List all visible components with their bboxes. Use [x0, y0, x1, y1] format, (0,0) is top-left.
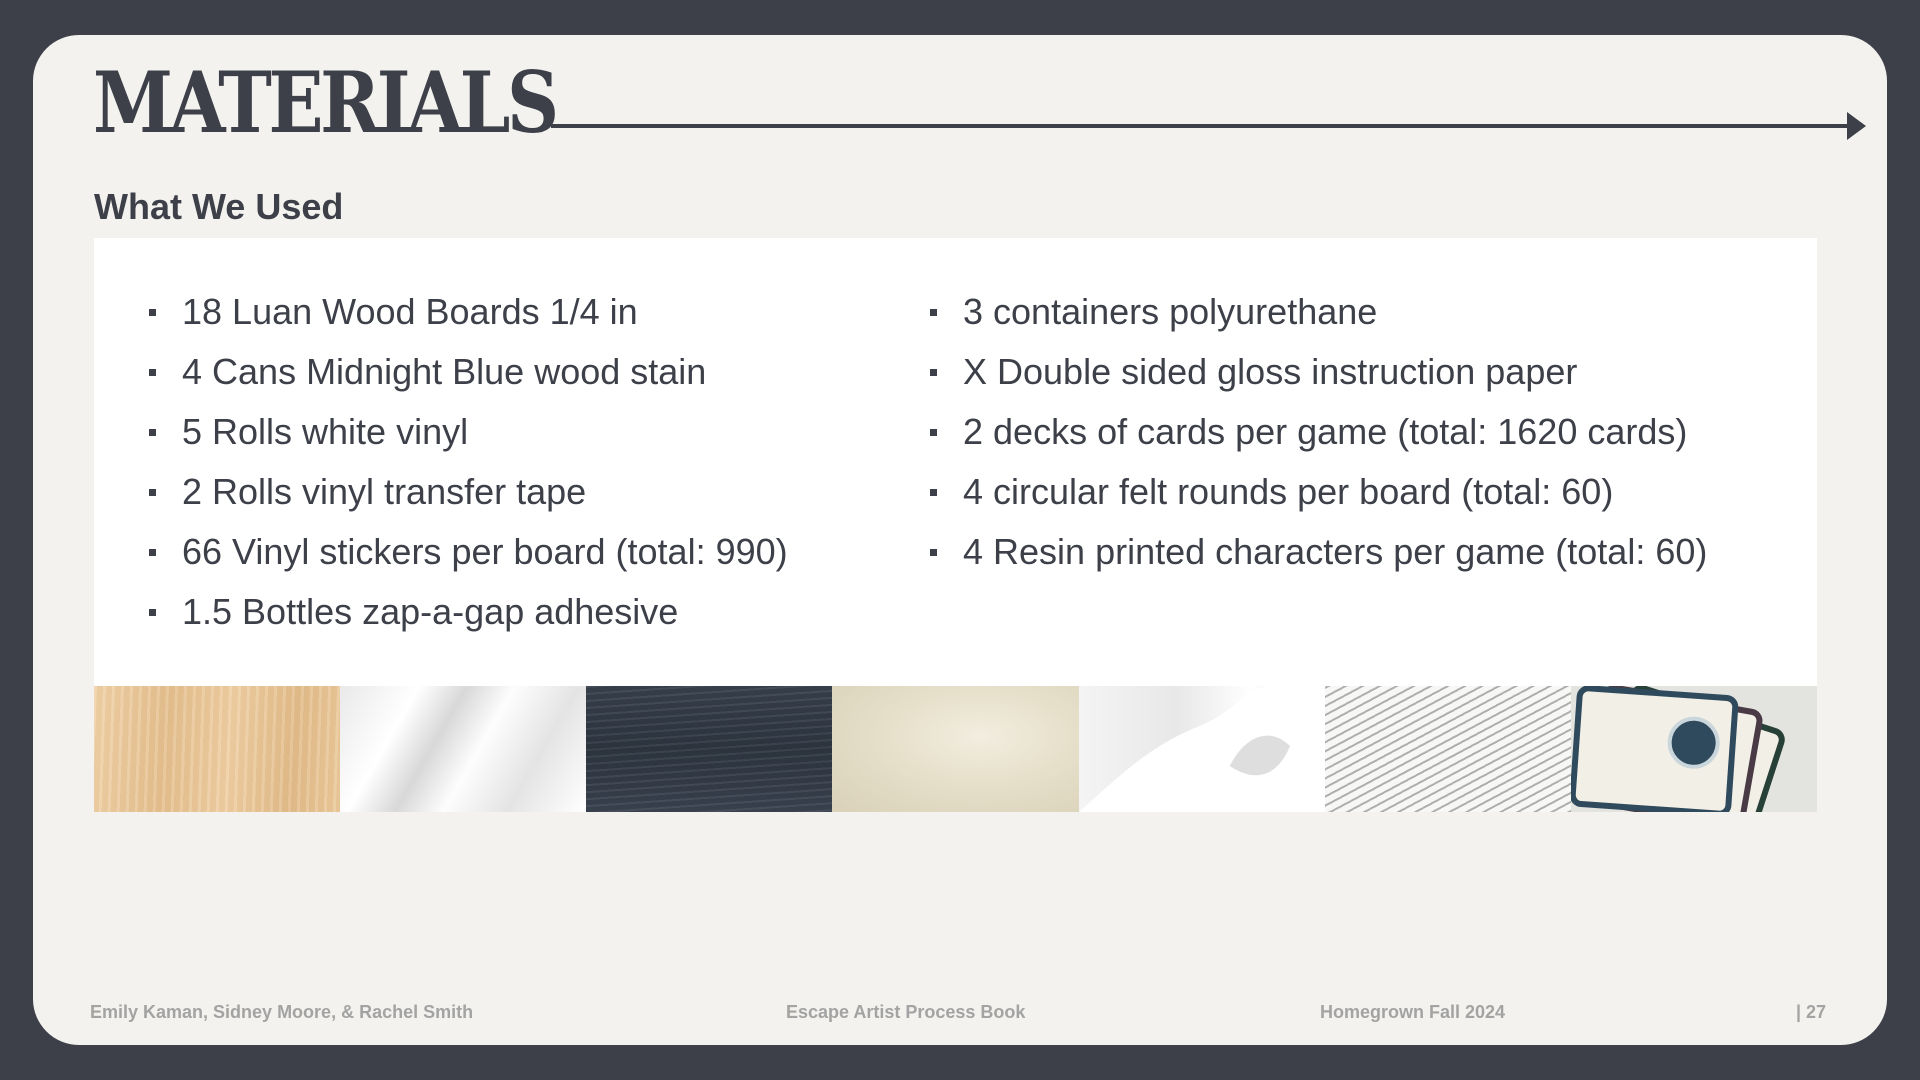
- list-item-text: 5 Rolls white vinyl: [182, 411, 469, 452]
- bullet-icon: [930, 429, 937, 436]
- bullet-icon: [149, 549, 156, 556]
- list-item-text: 4 Resin printed characters per game (total: 60): [963, 531, 1708, 572]
- materials-list-left: [149, 282, 788, 642]
- bullet-icon: [930, 549, 937, 556]
- card-emblem-icon: [1666, 715, 1722, 771]
- cards-swatch-image: [1571, 686, 1817, 812]
- materials-list-panel: [94, 238, 1817, 688]
- list-item: [930, 522, 1707, 582]
- bullet-icon: [149, 369, 156, 376]
- adhesive-blob-icon: [1079, 686, 1325, 812]
- list-item: [149, 342, 788, 402]
- list-item-text: 4 circular felt rounds per board (total: 60): [963, 471, 1614, 512]
- list-item-text: 1.5 Bottles zap-a-gap adhesive: [182, 591, 679, 632]
- polyurethane-swatch-image: [832, 686, 1078, 812]
- list-item-text: 4 Cans Midnight Blue wood stain: [182, 351, 707, 392]
- footer-book-title: Escape Artist Process Book: [786, 1002, 1026, 1022]
- list-item-text: 18 Luan Wood Boards 1/4 in: [182, 291, 638, 332]
- list-item: [930, 402, 1707, 462]
- list-item-text: 2 Rolls vinyl transfer tape: [182, 471, 587, 512]
- list-item-text: X Double sided gloss instruction paper: [963, 351, 1578, 392]
- list-item-text: 66 Vinyl stickers per board (total: 990): [182, 531, 788, 572]
- list-item: [930, 462, 1707, 522]
- bullet-icon: [149, 429, 156, 436]
- blue-stain-swatch-image: [586, 686, 832, 812]
- bullet-icon: [149, 309, 156, 316]
- list-item: [149, 282, 788, 342]
- list-item: [149, 402, 788, 462]
- footer-page-number: | 27: [1796, 1002, 1827, 1022]
- card-shape: [1571, 686, 1739, 812]
- list-item: [149, 462, 788, 522]
- section-subtitle: What We Used: [94, 186, 344, 227]
- bullet-icon: [930, 309, 937, 316]
- list-item: [149, 582, 788, 642]
- bullet-icon: [149, 489, 156, 496]
- bullet-icon: [930, 489, 937, 496]
- list-item-text: 2 decks of cards per game (total: 1620 cards): [963, 411, 1688, 452]
- material-swatch-strip: [94, 686, 1817, 812]
- title-arrow-icon: [551, 108, 1866, 144]
- footer-term: Homegrown Fall 2024: [1320, 1002, 1506, 1022]
- adhesive-swatch-image: [1079, 686, 1325, 812]
- page-title: MATERIALS: [93, 53, 556, 152]
- bullet-icon: [930, 369, 937, 376]
- bullet-icon: [149, 609, 156, 616]
- list-item: [149, 522, 788, 582]
- list-item-text: 3 containers polyurethane: [963, 291, 1378, 332]
- slide-page: [33, 35, 1887, 1045]
- list-item: [930, 282, 1707, 342]
- white-vinyl-swatch-image: [340, 686, 586, 812]
- footer-authors: Emily Kaman, Sidney Moore, & Rachel Smith: [90, 1002, 474, 1022]
- instruction-paper-swatch-image: [1325, 686, 1571, 812]
- list-item: [930, 342, 1707, 402]
- wood-swatch-image: [94, 686, 340, 812]
- materials-list-right: [930, 282, 1707, 582]
